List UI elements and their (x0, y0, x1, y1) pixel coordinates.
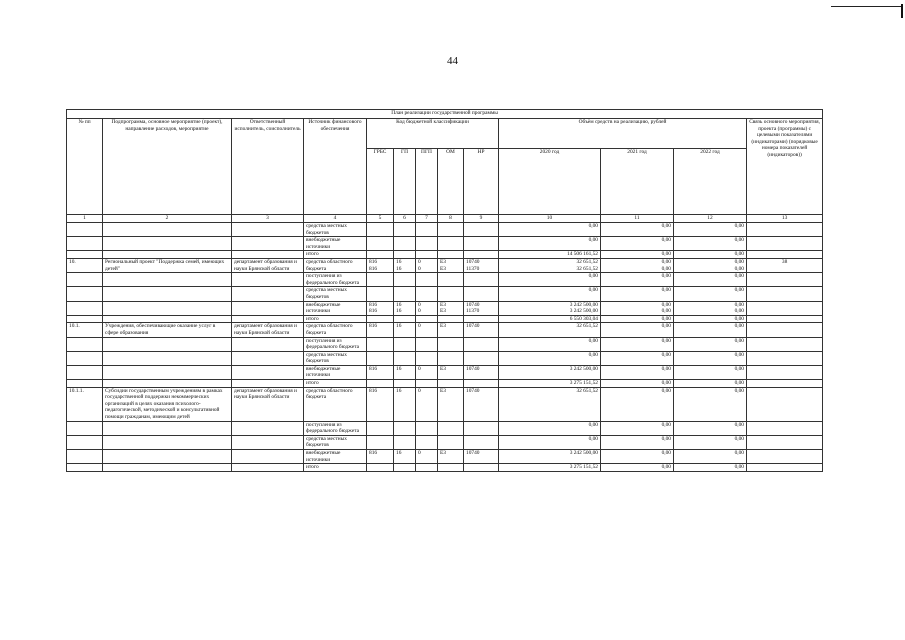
cell-source: средства местных бюджетов (304, 351, 367, 365)
cell-pgp (416, 337, 438, 351)
header-2022: 2022 год (674, 149, 747, 215)
cell-np (464, 464, 499, 472)
column-number: 13 (747, 215, 823, 223)
cell-y2022: 0,00 (674, 450, 747, 464)
header-volume: Объём средств на реализацию, рублей (499, 119, 747, 149)
cell-y2022: 0,00 (674, 287, 747, 301)
cell-grbs: 816 (367, 365, 394, 379)
cell-y2022: 0,00 (674, 251, 747, 259)
table-caption: План реализации государственной программы (67, 110, 823, 119)
cell-np: 10740 (464, 450, 499, 464)
cell-om (438, 421, 464, 435)
cell-executor (232, 464, 304, 472)
column-number: 5 (367, 215, 394, 223)
cell-program (103, 251, 232, 259)
cell-executor (232, 251, 304, 259)
table-row (67, 380, 823, 388)
cell-np: 10740 (464, 365, 499, 379)
table-row (67, 435, 823, 449)
cell-y2020: 32 651,52 (499, 323, 601, 337)
cell-y2021: 0,00 (601, 464, 674, 472)
cell-grbs (367, 315, 394, 323)
cell-grbs (367, 435, 394, 449)
cell-gp (394, 337, 416, 351)
header-np: НР (464, 149, 499, 215)
cell-pgp (416, 273, 438, 287)
cell-y2020: 0,00 (499, 421, 601, 435)
table-row (67, 237, 823, 251)
cell-om (438, 223, 464, 237)
cell-y2022: 0,00 (674, 464, 747, 472)
cell-np (464, 380, 499, 388)
column-number: 4 (304, 215, 367, 223)
cell-link (747, 237, 823, 251)
cell-gp (394, 223, 416, 237)
cell-y2021: 0,00 (601, 237, 674, 251)
table-row (67, 365, 823, 379)
header-no: № пп (67, 119, 103, 215)
cell-no (67, 365, 103, 379)
cell-program (103, 315, 232, 323)
cell-np (464, 223, 499, 237)
cell-gp: 16 (394, 323, 416, 337)
cell-pgp (416, 435, 438, 449)
cell-link (747, 351, 823, 365)
cell-source: средства областного бюджета (304, 323, 367, 337)
cell-y2021: 0,00 (601, 450, 674, 464)
cell-program (103, 223, 232, 237)
cell-y2020: 0,00 (499, 273, 601, 287)
cell-pgp: 0 (416, 387, 438, 421)
cell-no (67, 337, 103, 351)
cell-grbs (367, 287, 394, 301)
cell-no (67, 251, 103, 259)
cell-y2020: 6 550 303,04 (499, 315, 601, 323)
cell-executor (232, 450, 304, 464)
cell-y2021: 0,00 (601, 251, 674, 259)
column-number-row (67, 215, 823, 223)
cell-link (747, 380, 823, 388)
cell-om: E3 E3 (438, 301, 464, 315)
cell-link (747, 323, 823, 337)
cell-link (747, 287, 823, 301)
cell-gp (394, 287, 416, 301)
cell-gp (394, 315, 416, 323)
table-row (67, 223, 823, 237)
cell-link (747, 421, 823, 435)
cell-source: поступления из федерального бюджета (304, 337, 367, 351)
cell-pgp: 0 (416, 365, 438, 379)
cell-source: итого (304, 315, 367, 323)
cell-source: итого (304, 251, 367, 259)
cell-program: Региональный проект "Поддержка семей, имеющих детей" (103, 258, 232, 272)
cell-program (103, 287, 232, 301)
cell-gp: 16 16 (394, 301, 416, 315)
cell-y2022: 0,00 (674, 223, 747, 237)
cell-y2022: 0,00 (674, 337, 747, 351)
cell-om: E3 (438, 387, 464, 421)
cell-y2021: 0,00 (601, 365, 674, 379)
cell-source: средства местных бюджетов (304, 435, 367, 449)
cell-np: 10740 11370 (464, 258, 499, 272)
header-pgp: ПГП (416, 149, 438, 215)
cell-gp: 16 (394, 365, 416, 379)
cell-y2022: 0,00 (674, 421, 747, 435)
cell-y2020: 14 506 161,52 (499, 251, 601, 259)
header-codes: Код бюджетной классификации (367, 119, 499, 149)
cell-y2022: 0,00 (674, 380, 747, 388)
page-number: 44 (447, 55, 458, 67)
header-program: Подпрограмма, основное мероприятие (проект), направление расходов, мероприятие (103, 119, 232, 215)
cell-no (67, 301, 103, 315)
cell-y2020: 0,00 (499, 287, 601, 301)
cell-np (464, 421, 499, 435)
cell-om (438, 287, 464, 301)
cell-source: итого (304, 464, 367, 472)
cell-y2021: 0,00 0,00 (601, 301, 674, 315)
cell-executor (232, 237, 304, 251)
cell-y2020: 0,00 (499, 351, 601, 365)
table-row (67, 450, 823, 464)
cell-gp: 16 (394, 450, 416, 464)
column-number: 3 (232, 215, 304, 223)
cell-program (103, 237, 232, 251)
cell-no (67, 421, 103, 435)
cell-no: 10. (67, 258, 103, 272)
cell-link (747, 337, 823, 351)
cell-link (747, 315, 823, 323)
cell-executor (232, 273, 304, 287)
header-om: ОМ (438, 149, 464, 215)
cell-executor (232, 337, 304, 351)
cell-gp (394, 237, 416, 251)
cell-link (747, 365, 823, 379)
table-row (67, 251, 823, 259)
cell-grbs: 816 (367, 387, 394, 421)
cell-gp: 16 (394, 387, 416, 421)
cell-executor: департамент образования и науки Брянской области (232, 387, 304, 421)
cell-om (438, 273, 464, 287)
table-row (67, 351, 823, 365)
cell-pgp (416, 421, 438, 435)
cell-pgp: 0 (416, 323, 438, 337)
cell-np (464, 237, 499, 251)
cell-executor (232, 365, 304, 379)
cell-np: 10740 11370 (464, 301, 499, 315)
cell-grbs: 816 816 (367, 258, 394, 272)
cell-link (747, 223, 823, 237)
cell-no: 10.1.1. (67, 387, 103, 421)
cell-no: 10.1. (67, 323, 103, 337)
cell-executor (232, 351, 304, 365)
cell-om (438, 464, 464, 472)
cell-executor (232, 287, 304, 301)
cell-program: Субсидии государственным учреждениям в рамках государственной поддержки некоммерческих организаций в целях оказания психолого-педагогической, методической и консультативной помощи гражданам, имеющим детей (103, 387, 232, 421)
cell-gp (394, 421, 416, 435)
cell-np (464, 315, 499, 323)
cell-no (67, 351, 103, 365)
cell-om (438, 315, 464, 323)
cell-np (464, 351, 499, 365)
cell-link (747, 387, 823, 421)
cell-no (67, 435, 103, 449)
cell-source: средства областного бюджета (304, 258, 367, 272)
cell-grbs (367, 380, 394, 388)
cell-link (747, 301, 823, 315)
cell-y2021: 0,00 (601, 435, 674, 449)
header-grbs: ГРБС (367, 149, 394, 215)
cell-source: внебюджетные источники (304, 237, 367, 251)
cell-np: 10740 (464, 387, 499, 421)
cell-gp (394, 351, 416, 365)
cell-grbs (367, 273, 394, 287)
column-number: 9 (464, 215, 499, 223)
cell-program (103, 301, 232, 315)
cell-source: внебюджетные источники (304, 450, 367, 464)
table-row (67, 258, 823, 272)
cell-y2020: 0,00 (499, 435, 601, 449)
cell-om: E3 E3 (438, 258, 464, 272)
table-row (67, 387, 823, 421)
cell-y2022: 0,00 (674, 315, 747, 323)
cell-executor (232, 223, 304, 237)
cell-y2022: 0,00 (674, 435, 747, 449)
cell-pgp (416, 237, 438, 251)
cell-pgp (416, 315, 438, 323)
cell-grbs: 816 816 (367, 301, 394, 315)
cell-y2021: 0,00 (601, 337, 674, 351)
cell-no (67, 450, 103, 464)
cell-pgp (416, 464, 438, 472)
cell-y2022: 0,00 (674, 351, 747, 365)
cell-pgp (416, 223, 438, 237)
cell-np (464, 251, 499, 259)
cell-y2021: 0,00 (601, 273, 674, 287)
cell-no (67, 315, 103, 323)
cell-pgp: 0 0 (416, 258, 438, 272)
cell-y2020: 0,00 (499, 237, 601, 251)
cell-program: Учреждения, обеспечивающие оказание услуг в сфере образования (103, 323, 232, 337)
cell-y2022: 0,00 (674, 387, 747, 421)
header-executor: Ответственный исполнитель, соисполнитель (232, 119, 304, 215)
cell-y2020: 32 651,52 32 651,52 (499, 258, 601, 272)
cell-om: E3 (438, 323, 464, 337)
cell-om (438, 237, 464, 251)
cell-no (67, 237, 103, 251)
cell-np (464, 287, 499, 301)
cell-no (67, 380, 103, 388)
column-number: 6 (394, 215, 416, 223)
cell-link (747, 464, 823, 472)
column-number: 7 (416, 215, 438, 223)
cell-grbs (367, 337, 394, 351)
cell-y2020: 32 651,52 (499, 387, 601, 421)
cell-source: внебюджетные источники (304, 365, 367, 379)
cell-np (464, 337, 499, 351)
cell-link (747, 435, 823, 449)
cell-y2022: 0,00 (674, 273, 747, 287)
cell-gp (394, 251, 416, 259)
cell-y2021: 0,00 (601, 323, 674, 337)
table-row (67, 421, 823, 435)
cell-om: E3 (438, 450, 464, 464)
cell-no (67, 464, 103, 472)
cell-y2021: 0,00 (601, 315, 674, 323)
cell-y2021: 0,00 (601, 351, 674, 365)
cell-grbs: 816 (367, 323, 394, 337)
table-row (67, 301, 823, 315)
column-number: 2 (103, 215, 232, 223)
table-row (67, 287, 823, 301)
cell-y2021: 0,00 (601, 223, 674, 237)
cell-executor (232, 421, 304, 435)
cell-grbs (367, 237, 394, 251)
header-gp: ГП (394, 149, 416, 215)
cell-y2020: 3 242 500,00 3 242 500,00 (499, 301, 601, 315)
cell-link (747, 251, 823, 259)
table-row (67, 273, 823, 287)
corner-line (831, 6, 901, 7)
cell-program (103, 464, 232, 472)
cell-link (747, 450, 823, 464)
cell-link: 38 (747, 258, 823, 272)
cell-y2022: 0,00 (674, 237, 747, 251)
cell-y2020: 3 242 500,00 (499, 365, 601, 379)
cell-gp (394, 464, 416, 472)
cell-gp (394, 435, 416, 449)
cell-source: средства областного бюджета (304, 387, 367, 421)
cell-y2020: 3 275 151,52 (499, 464, 601, 472)
cell-y2021: 0,00 (601, 287, 674, 301)
cell-y2022: 0,00 (674, 365, 747, 379)
header-source: Источник финансового обеспечения (304, 119, 367, 215)
header-link: Связь основного мероприятия, проекта (программы) с целевыми показателями (индикаторами) (порядковые номера показателей (индикаторов)) (747, 119, 823, 215)
cell-y2020: 0,00 (499, 223, 601, 237)
cell-om (438, 380, 464, 388)
cell-y2022: 0,00 (674, 323, 747, 337)
column-number: 12 (674, 215, 747, 223)
cell-no (67, 287, 103, 301)
cell-pgp (416, 287, 438, 301)
cell-y2022: 0,00 0,00 (674, 301, 747, 315)
cell-source: средства местных бюджетов (304, 287, 367, 301)
cell-no (67, 223, 103, 237)
cell-pgp: 0 (416, 450, 438, 464)
cell-executor: департамент образования и науки Брянской области (232, 258, 304, 272)
cell-executor (232, 301, 304, 315)
cell-np (464, 435, 499, 449)
cell-program (103, 337, 232, 351)
plan-sheet (66, 109, 822, 472)
cell-source: средства местных бюджетов (304, 223, 367, 237)
cell-executor (232, 435, 304, 449)
cell-y2021: 0,00 (601, 387, 674, 421)
cell-executor (232, 380, 304, 388)
corner-mark (901, 4, 903, 18)
cell-executor: департамент образования и науки Брянской области (232, 323, 304, 337)
cell-np: 10740 (464, 323, 499, 337)
cell-y2021: 0,00 (601, 380, 674, 388)
cell-np (464, 273, 499, 287)
plan-table (66, 109, 823, 472)
cell-program (103, 351, 232, 365)
cell-executor (232, 315, 304, 323)
cell-gp: 16 16 (394, 258, 416, 272)
cell-gp (394, 380, 416, 388)
cell-program (103, 380, 232, 388)
cell-program (103, 435, 232, 449)
cell-om (438, 351, 464, 365)
column-number: 11 (601, 215, 674, 223)
cell-pgp (416, 251, 438, 259)
cell-source: внебюджетные источники (304, 301, 367, 315)
cell-source: поступления из федерального бюджета (304, 421, 367, 435)
cell-program (103, 365, 232, 379)
cell-no (67, 273, 103, 287)
cell-y2021: 0,00 0,00 (601, 258, 674, 272)
cell-pgp: 0 0 (416, 301, 438, 315)
column-number: 1 (67, 215, 103, 223)
cell-om (438, 435, 464, 449)
cell-grbs (367, 251, 394, 259)
cell-pgp (416, 351, 438, 365)
cell-y2022: 0,00 0,00 (674, 258, 747, 272)
cell-om (438, 337, 464, 351)
table-row (67, 337, 823, 351)
table-row (67, 323, 823, 337)
cell-source: поступления из федерального бюджета (304, 273, 367, 287)
cell-y2020: 3 242 500,00 (499, 450, 601, 464)
cell-grbs (367, 421, 394, 435)
header-2021: 2021 год (601, 149, 674, 215)
cell-y2020: 0,00 (499, 337, 601, 351)
cell-source: итого (304, 380, 367, 388)
cell-grbs (367, 464, 394, 472)
header-2020: 2020 год (499, 149, 601, 215)
table-row (67, 315, 823, 323)
cell-program (103, 421, 232, 435)
cell-program (103, 450, 232, 464)
cell-link (747, 273, 823, 287)
cell-om: E3 (438, 365, 464, 379)
cell-program (103, 273, 232, 287)
cell-pgp (416, 380, 438, 388)
column-number: 8 (438, 215, 464, 223)
cell-grbs (367, 223, 394, 237)
cell-gp (394, 273, 416, 287)
cell-y2020: 3 275 151,52 (499, 380, 601, 388)
cell-grbs (367, 351, 394, 365)
table-row (67, 464, 823, 472)
cell-y2021: 0,00 (601, 421, 674, 435)
cell-grbs: 816 (367, 450, 394, 464)
column-number: 10 (499, 215, 601, 223)
cell-om (438, 251, 464, 259)
